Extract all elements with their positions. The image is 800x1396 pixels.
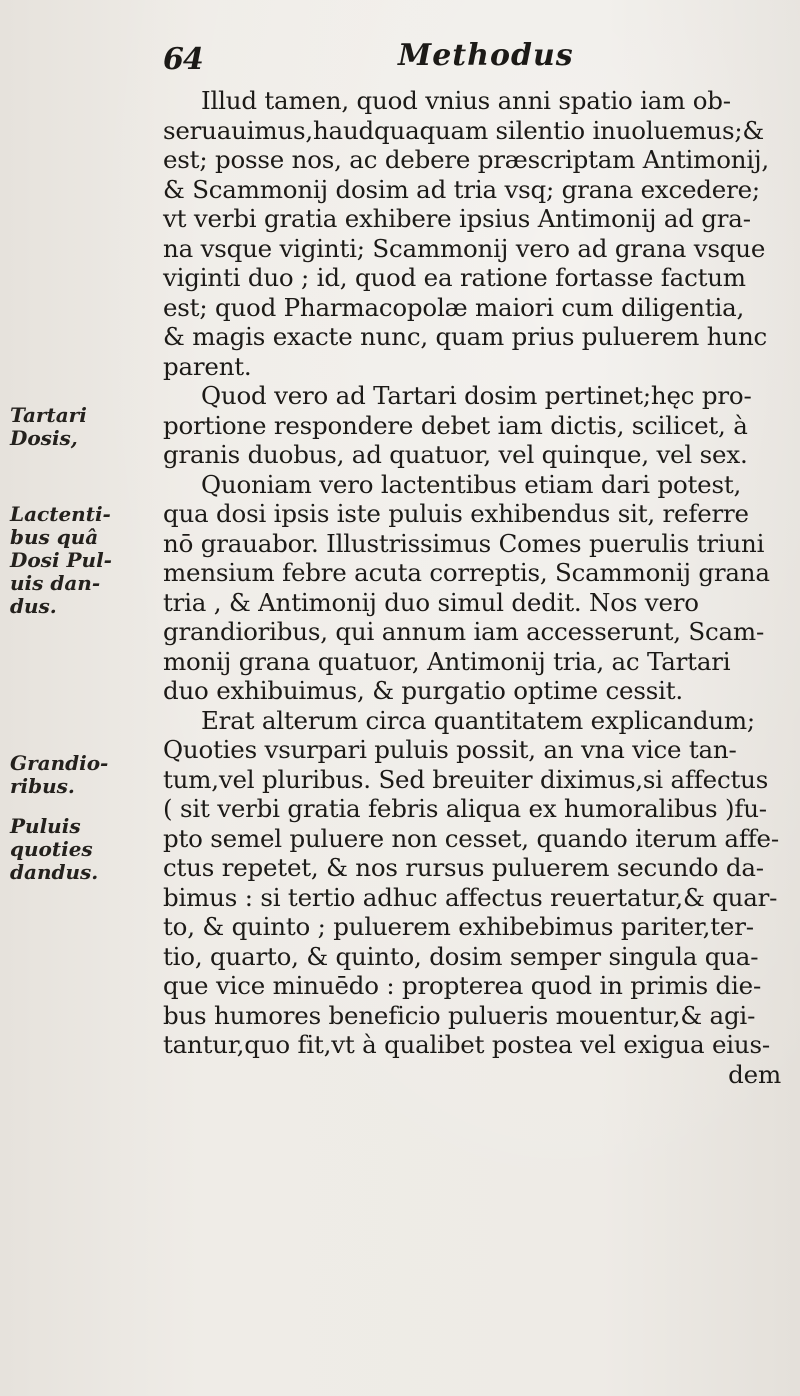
margin-note-lactentibus — [10, 503, 112, 618]
text-line: tria , & Antimonij duo simul dedit. Nos vero — [163, 587, 699, 617]
margin-note-puluis-quoties — [10, 815, 98, 884]
margin-note-line: Puluis — [10, 814, 81, 838]
text-line: bimus : si tertio adhuc affectus reuertatur,& quar- — [163, 882, 778, 912]
text-line: mensium febre acuta correptis, Scammonij grana — [163, 558, 770, 587]
text-line: & Scammonij dosim ad tria vsq; grana excedere; — [163, 174, 760, 204]
page-header — [163, 38, 763, 88]
text-line: Quoniam vero lactentibus etiam dari potest, — [201, 469, 742, 499]
text-line: Illud tamen, quod vnius anni spatio iam ob- — [201, 86, 731, 115]
text-line: Quoties vsurpari puluis possit, an vna vice tan- — [163, 735, 737, 764]
text-line: to, & quinto ; puluerem exhibebimus pariter,ter- — [163, 912, 754, 941]
text-line: granis duobus, ad quatuor, vel quinque, vel sex. — [163, 440, 748, 469]
margin-note-line: Tartari — [10, 403, 87, 427]
margin-note-line: ribus. — [10, 774, 75, 798]
text-line: ctus repetet, & nos rursus puluerem secundo da- — [163, 853, 764, 882]
margin-note-line: Dosis, — [10, 426, 78, 450]
text-line: est; posse nos, ac debere præscriptam Antimonij, — [163, 145, 769, 174]
text-line: tum,vel pluribus. Sed breuiter diximus,si affectus — [163, 764, 769, 794]
text-line: vt verbi gratia exhibere ipsius Antimonij ad gra- — [163, 204, 751, 233]
text-line: tantur,quo fit,vt à qualibet postea vel exigua eius- — [163, 1030, 770, 1059]
margin-note-line: bus quâ — [10, 525, 99, 549]
text-line: grandioribus, qui annum iam accesserunt, Scam- — [163, 617, 765, 646]
margin-note-line: quoties — [10, 837, 93, 861]
text-line: nō grauabor. Illustrissimus Comes puerulis triuni — [163, 528, 765, 558]
text-line: est; quod Pharmacopolæ maiori cum diligentia, — [163, 292, 745, 322]
running-head: Methodus — [398, 38, 574, 73]
text-line: pto semel puluere non cesset, quando iterum affe- — [163, 823, 779, 853]
margin-note-line: dandus. — [10, 860, 99, 884]
margin-note-line: Dosi Pul- — [10, 548, 112, 572]
text-line: duo exhibuimus, & purgatio optime cessit. — [163, 676, 683, 705]
text-line: tio, quarto, & quinto, dosim semper singula qua- — [163, 941, 759, 971]
margin-note-line: Lactenti- — [10, 502, 111, 526]
text-line: viginti duo ; id, quod ea ratione fortasse factum — [163, 263, 746, 292]
margin-note-line: Grandio- — [10, 751, 109, 775]
body-text — [163, 86, 795, 1089]
text-line: bus humores beneficio pulueris mouentur,& agi- — [163, 1000, 756, 1030]
text-line: monij grana quatuor, Antimonij tria, ac Tartari — [163, 646, 731, 676]
text-line: Erat alterum circa quantitatem explicandum; — [201, 705, 755, 735]
text-line: parent. — [163, 351, 252, 381]
margin-note-line: dus. — [10, 594, 57, 618]
page-number: 64 — [163, 42, 203, 77]
text-line: qua dosi ipsis iste puluis exhibendus sit, referre — [163, 499, 749, 528]
margin-note-grandioribus — [10, 752, 108, 798]
text-line: portione respondere debet iam dictis, scilicet, à — [163, 410, 748, 440]
text-line: Quod vero ad Tartari dosim pertinet;hęc pro- — [201, 381, 752, 410]
catchword: dem — [728, 1059, 781, 1089]
text-line: ( sit verbi gratia febris aliqua ex humoralibus )fu- — [163, 794, 767, 823]
text-line: seruauimus,haudquaquam silentio inuoluemus;& — [163, 115, 765, 145]
text-line: na vsque viginti; Scammonij vero ad grana vsque — [163, 233, 766, 263]
text-line: que vice minuēdo : propterea quod in primis die- — [163, 971, 762, 1000]
margin-note-line: uis dan- — [10, 571, 101, 595]
margin-note-tartari-dosis — [10, 404, 87, 450]
text-line: & magis exacte nunc, quam prius puluerem hunc — [163, 322, 768, 351]
